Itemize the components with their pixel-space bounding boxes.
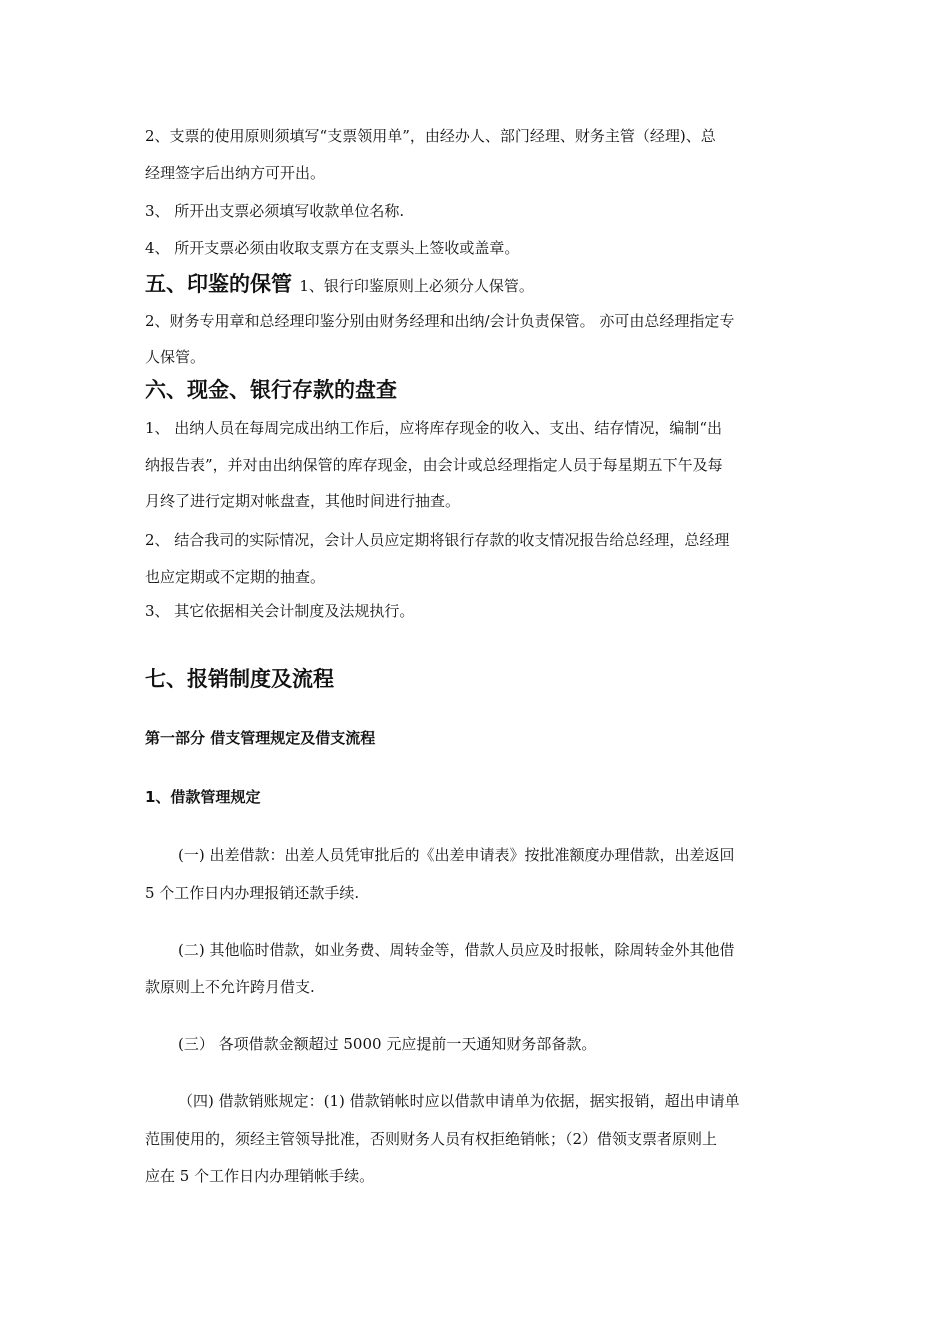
paragraph-line: 2、 结合我司的实际情况，会计人员应定期将银行存款的收支情况报告给总经理，总经理 <box>145 531 730 549</box>
section-heading-7: 七、报销制度及流程 <box>145 667 334 691</box>
section-5-item-1: 1、银行印鉴原则上必须分人保管。 <box>299 277 534 295</box>
paragraph-line: 4、 所开支票必须由收取支票方在支票头上签收或盖章。 <box>145 239 520 257</box>
subsection-heading: 1、借款管理规定 <box>145 788 261 806</box>
paragraph-line: 2、财务专用章和总经理印鉴分别由财务经理和出纳/会计负责保管。 亦可由总经理指定专 <box>145 312 735 330</box>
paragraph-line: 月终了进行定期对帐盘查，其他时间进行抽查。 <box>145 492 461 510</box>
section-heading-5-title: 五、印鉴的保管 <box>145 272 292 296</box>
paragraph-line: 人保管。 <box>145 348 206 366</box>
paragraph-line: 3、 其它依据相关会计制度及法规执行。 <box>145 602 415 620</box>
paragraph-line: 纳报告表”，并对由出纳保管的库存现金，由会计或总经理指定人员于每星期五下午及每 <box>145 456 723 474</box>
paragraph-line: 3、 所开出支票必须填写收款单位名称. <box>145 202 405 220</box>
paragraph-line: 也应定期或不定期的抽查。 <box>145 568 326 586</box>
paragraph-line: 款原则上不允许跨月借支. <box>145 978 315 996</box>
paragraph-line: (三） 各项借款金额超过 5000 元应提前一天通知财务部备款。 <box>178 1035 597 1053</box>
paragraph-line: 1、 出纳人员在每周完成出纳工作后，应将库存现金的收入、支出、结存情况，编制“出 <box>145 419 722 437</box>
paragraph-line: (一) 出差借款：出差人员凭审批后的《出差申请表》按批准额度办理借款，出差返回 <box>178 846 735 864</box>
section-heading-5 <box>145 271 534 299</box>
section-heading-6: 六、现金、银行存款的盘查 <box>145 378 397 402</box>
paragraph-line: 经理签字后出纳方可开出。 <box>145 164 326 182</box>
part-heading: 第一部分 借支管理规定及借支流程 <box>145 729 376 747</box>
paragraph-line: (二) 其他临时借款，如业务费、周转金等，借款人员应及时报帐，除周转金外其他借 <box>178 941 735 959</box>
paragraph-line: （四) 借款销账规定：(1) 借款销帐时应以借款申请单为依据，据实报销，超出申请单 <box>178 1092 740 1110</box>
paragraph-line: 5 个工作日内办理报销还款手续. <box>145 884 360 902</box>
paragraph-line: 范围使用的，须经主管领导批准，否则财务人员有权拒绝销帐；（2）借领支票者原则上 <box>145 1130 718 1148</box>
paragraph-line: 应在 5 个工作日内办理销帐手续。 <box>145 1167 375 1185</box>
paragraph-line: 2、支票的使用原则须填写“支票领用单”，由经办人、部门经理、财务主管（经理)、总 <box>145 127 716 145</box>
